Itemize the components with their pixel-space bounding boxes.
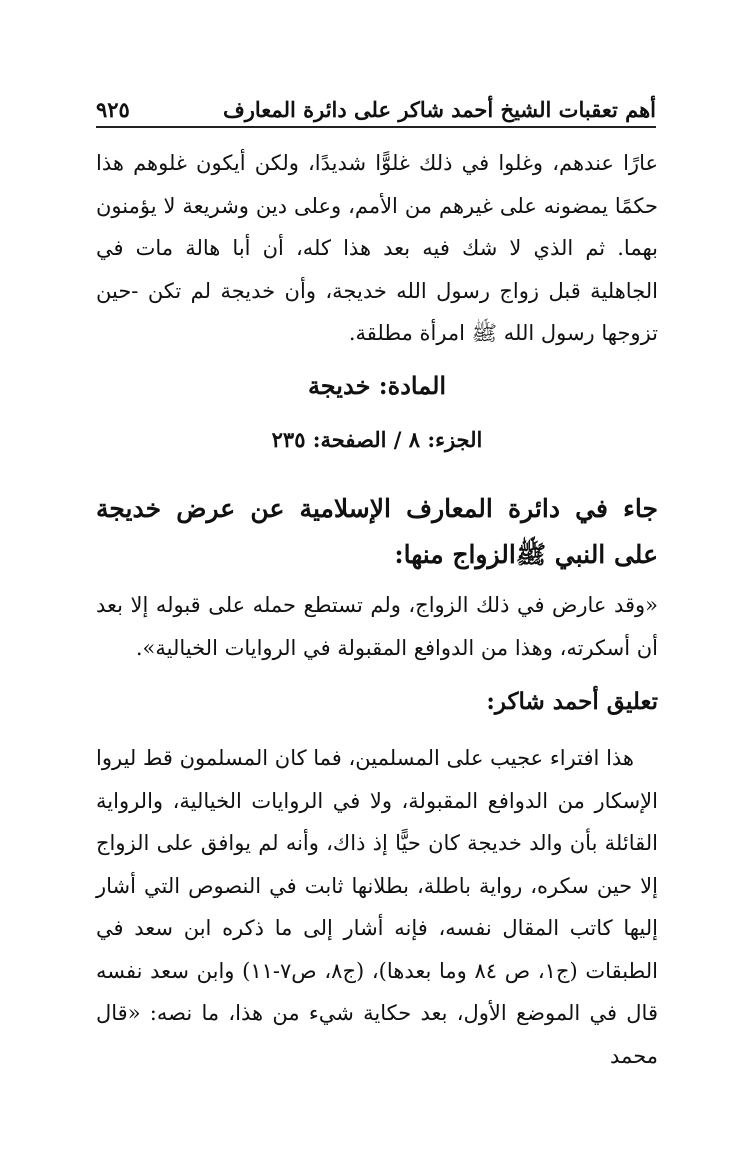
running-header	[96, 82, 656, 122]
material-title: المادة: خديجة	[307, 371, 447, 400]
section-subheading: جاء في دائرة المعارف الإسلامية عن عرض خديجة على النبي ﷺالزواج منها:	[96, 494, 658, 569]
header-rule	[96, 126, 656, 128]
paragraph-1: عارًا عندهم، وغلوا في ذلك غلوًّا شديدًا، ولكن أيكون غلوهم هذا حكمًا يمضونه على غيرهم من الأمم، وعلى دين وشريعة لا يؤمنون بهما. ثم الذي لا شك فيه بعد هذا كله، أن أبا هالة مات في الجاهلية قبل زواج رسول الله خديجة، وأن خديجة لم تكن -حين تزوجها رسول الله ﷺ امرأة مطلقة.	[96, 151, 658, 345]
paragraph-2: هذا افتراء عجيب على المسلمين، فما كان المسلمون قط ليروا الإسكار من الدوافع المقبولة، ولا في الروايات الخيالية، والرواية القائلة بأن والد خديجة كان حيًّا إذ ذاك، وأنه لم يوافق على الزواج إلا حين سكره، رواية باطلة، بطلانها ثابت في النصوص التي أشار إليها كاتب المقال نفسه، فإنه أشار إلى ما ذكره ابن سعد في الطبقات (ج١، ص ٨٤ وما بعدها)، (ج٨، ص٧-١١) وابن سعد نفسه قال في الموضع الأول، بعد حكاية شيء من هذا، ما نصه: «قال محمد	[96, 746, 658, 1068]
comment-heading: تعليق أحمد شاكر:	[486, 688, 658, 715]
page-number: ٩٢٥	[96, 97, 130, 122]
running-title: أهم تعقبات الشيخ أحمد شاكر على دائرة المعارف	[222, 97, 656, 122]
volume-page-reference: الجزء: ٨ / الصفحة: ٢٣٥	[271, 427, 483, 452]
encyclopedia-quote: «وقد عارض في ذلك الزواج، ولم تستطع حمله على قبوله إلا بعد أن أسكرته، وهذا من الدوافع المقبولة في الروايات الخيالية».	[96, 593, 658, 660]
